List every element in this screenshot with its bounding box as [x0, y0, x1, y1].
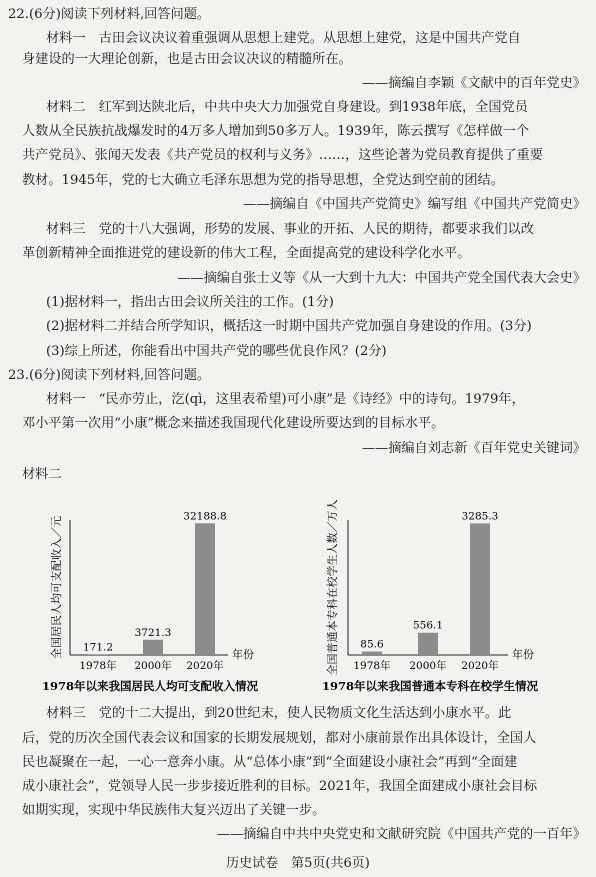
q22-question-1: (1)据材料一，指出古田会议所关注的工作。(1分) — [46, 295, 334, 310]
q22-m2-source: ——摘编自《中国共产党简史》编写组《中国共产党简史》 — [243, 197, 586, 212]
chart0-y-axis-label: 全国居民人均可支配收入／元 — [50, 516, 63, 659]
q23-m1-line1: 材料一 “民亦劳止，汔(qì，这里表希望)可小康”是《诗经》中的诗句。1979年， — [46, 392, 525, 407]
chart1-bar-2 — [470, 523, 490, 655]
q22-m3-line2: 革创新精神全面推进党的建设新的伟大工程，全面提高党的建设科学化水平。 — [22, 246, 471, 261]
chart0-x-tick-0: 1978年 — [79, 660, 117, 672]
chart1-bar-0 — [362, 652, 382, 655]
students-bar-chart — [300, 480, 580, 700]
chart0-x-tick-1: 2000年 — [134, 660, 172, 672]
q22-m1-line1: 材料一 古田会议决议着重强调从思想上建党。从思想上建党，这是中国共产党自 — [46, 31, 521, 46]
chart1-title: 1978年以来我国普通本专科在校学生情况 — [321, 679, 539, 693]
chart0-bar-1 — [143, 640, 163, 655]
chart0-value-label-1: 3721.3 — [134, 626, 172, 639]
chart0-value-label-0: 171.2 — [82, 641, 114, 654]
q22-m2-line1: 材料二 红军到达陕北后，中共中央大力加强党自身建设。到1938年底，全国党员 — [46, 100, 528, 115]
q23-m3-line5: 如期实现，实现中华民族伟大复兴迈出了关键一步。 — [22, 803, 326, 818]
q22-m1-source: ——摘编自李颖《文献中的百年党史》 — [361, 76, 586, 91]
chart1-x-tick-0: 1978年 — [353, 660, 391, 672]
q22-header: 22.(6分)阅读下列材料,回答问题。 — [8, 7, 211, 22]
chart1-value-label-1: 556.1 — [412, 619, 444, 632]
q23-m3-source: ——摘编自中共中央党史和文献研究院《中国共产党的一百年》 — [216, 827, 586, 842]
chart1-y-axis-label: 全国普通本专科在校学生人数／万人 — [326, 499, 339, 676]
page-footer: 历史试卷 第5页(共6页) — [226, 856, 370, 871]
q23-header: 23.(6分)阅读下列材料,回答问题。 — [8, 368, 211, 383]
chart0-bar-2 — [195, 523, 215, 655]
chart1-bar-1 — [418, 633, 438, 655]
q22-m2-line2: 人数从全民族抗战爆发时的4万多人增加到50多万人。1939年，陈云撰写《怎样做一个 — [22, 124, 530, 139]
q22-m1-line2: 身建设的一大理论创新，也是古田会议决议的精髓所在。 — [22, 52, 352, 67]
chart0-x-tick-2: 2020年 — [186, 660, 224, 672]
q23-m3-line4: 成小康社会”，党领导人民一步步接近胜利的目标。2021年，我国全面建成小康社会目标 — [22, 779, 538, 794]
q22-m3-source: ——摘编自张士义等《从一大到十九大：中国共产党全国代表大会史》 — [177, 271, 586, 286]
q22-m2-line4: 教材。1945年，党的七大确立毛泽东思想为党的指导思想，全党达到空前的团结。 — [22, 173, 504, 188]
chart0-title: 1978年以来我国居民人均可支配收入情况 — [41, 679, 259, 693]
q23-m1-line2: 邓小平第一次用“小康”概念来描述我国现代化建设所要达到的目标水平。 — [22, 416, 445, 431]
q23-m3-line1: 材料三 党的十二大提出，到20世纪末，使人民物质文化生活达到小康水平。此 — [46, 706, 512, 721]
chart1-x-tick-2: 2020年 — [461, 660, 499, 672]
chart0-x-axis-label: 年份 — [232, 648, 254, 661]
chart1-value-label-0: 85.6 — [360, 638, 384, 651]
q22-question-3: (3)综上所述，你能看出中国共产党的哪些优良作风？(2分) — [46, 344, 387, 359]
q23-m3-line2: 后，党的历次全国代表会议和国家的长期发展规划，都对小康前景作出具体设计，全国人 — [22, 731, 537, 746]
q22-m2-line3: 共产党员》、张闻天发表《共产党员的权利与义务》……，这些论著为党员教育提供了重要 — [22, 148, 543, 163]
chart1-x-axis-label: 年份 — [512, 648, 534, 661]
chart1-x-tick-1: 2000年 — [409, 660, 447, 672]
chart0-bar-0 — [88, 654, 108, 655]
q23-m3-line3: 民也凝聚在一起，一心一意奔小康。从“总体小康”到“全面建设小康社会”再到“全面建 — [22, 755, 518, 770]
q22-m3-line1: 材料三 党的十八大强调，形势的发展、事业的开拓、人民的期待，都要求我们以改 — [46, 222, 534, 237]
q23-m2-label: 材料二 — [22, 467, 62, 482]
chart1-value-label-2: 3285.3 — [461, 510, 499, 523]
q23-m1-source: ——摘编自刘志新《百年党史关键词》 — [361, 441, 586, 456]
chart0-value-label-2: 32188.8 — [183, 510, 227, 523]
income-bar-chart — [40, 480, 300, 700]
q22-question-2: (2)据材料二并结合所学知识，概括这一时期中国共产党加强自身建设的作用。(3分) — [46, 319, 532, 334]
